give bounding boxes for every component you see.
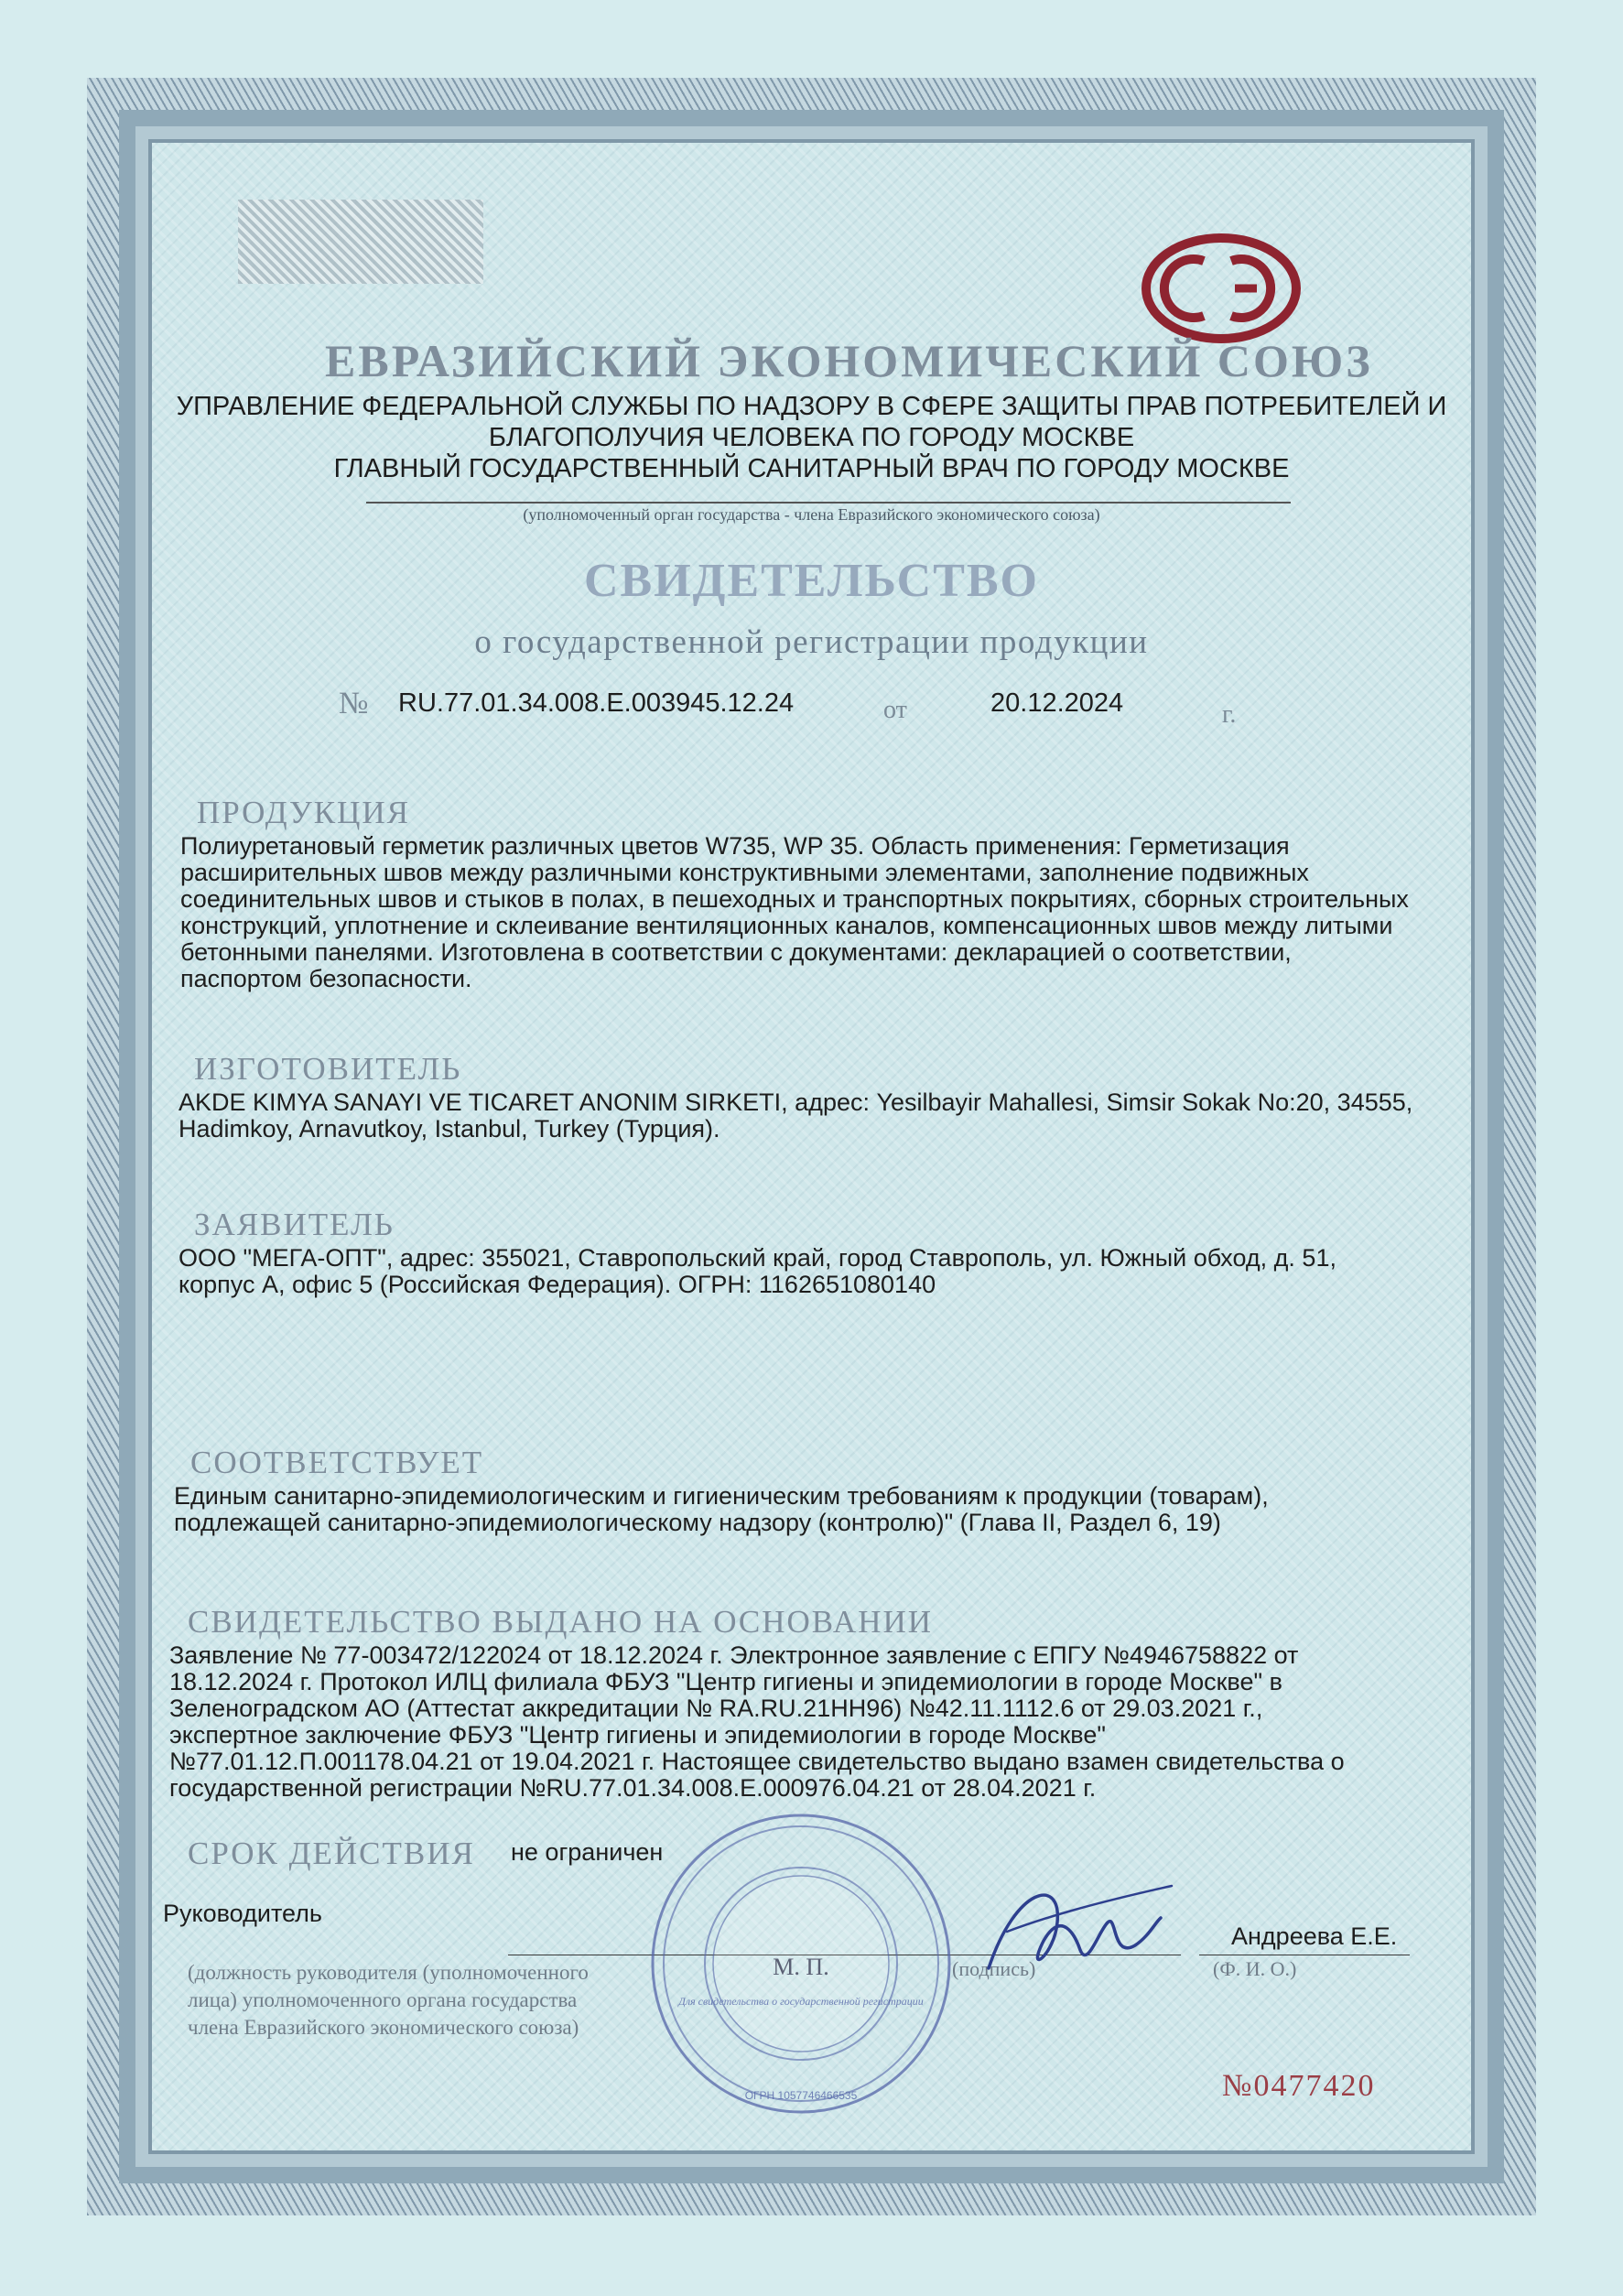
agency-line-3: ГЛАВНЫЙ ГОСУДАРСТВЕННЫЙ САНИТАРНЫЙ ВРАЧ ПО ГОРОДУ МОСКВЕ [333,454,1290,483]
authority-caption: (уполномоченный орган государства - члена Евразийского экономического союза) [523,505,1100,524]
stamp-ogrn: ОГРН 1057746466535 [744,2089,858,2102]
position-caption-1: (должность руководителя (уполномоченного [188,1961,589,1984]
validity-label: СРОК ДЕЙСТВИЯ [188,1836,475,1871]
agency-line-1: УПРАВЛЕНИЕ ФЕДЕРАЛЬНОЙ СЛУЖБЫ ПО НАДЗОРУ В СФЕРЕ ЗАЩИТЫ ПРАВ ПОТРЕБИТЕЛЕЙ И [176,392,1447,421]
manufacturer-label: ИЗГОТОВИТЕЛЬ [194,1051,462,1087]
conforms-label: СООТВЕТСТВУЕТ [190,1445,484,1480]
from-label: от [883,696,907,724]
applicant-text: ООО "МЕГА-ОПТ", адрес: 355021, Ставропольский край, город Ставрополь, ул. Южный обход, д. 51, корпус А, офис 5 (Российская Федерация). ОГРН: 1162651080140 [179,1244,1336,1298]
validity-value: не ограничен [511,1838,664,1866]
official-stamp-icon [645,1808,957,2119]
applicant-label: ЗАЯВИТЕЛЬ [194,1207,395,1242]
stamp-place-label: М. П. [773,1954,829,1980]
ce-logo-icon [1140,233,1303,343]
position-caption-3: члена Евразийского экономического союза) [188,2016,579,2039]
stamp-inner-text: Для свидетельства о государственной регистрации [678,1995,924,2008]
agency-line-2: БЛАГОПОЛУЧИЯ ЧЕЛОВЕКА ПО ГОРОДУ МОСКВЕ [488,423,1135,452]
conforms-text: Единым санитарно-эпидемиологическим и гигиеническим требованиям к продукции (товарам), подлежащей санитарно-эпидемиологическому надзору (контролю)" (Глава II, Раздел 6, 19) [174,1482,1269,1536]
product-text: Полиуретановый герметик различных цветов W735, WP 35. Область применения: Герметизация расширительных швов между различными конструктивными элементами, заполнение подвижных соединительных швов и стыков в полах, в пешеходных и транспортных покрытиях, сборных строительных конструкций, уплотнение и склеивание вентиляционных каналов, компенсационных швов между литыми бетонными панелями. Изготовлена в соответствии с документами: декларацией о соответствии, паспортом безопасности. [180,832,1409,992]
signatory-role: Руководитель [163,1900,322,1927]
serial-number: №0477420 [1222,2069,1376,2103]
manufacturer-text: AKDE KIMYA SANAYI VE TICARET ANONIM SIRKETI, адрес: Yesilbayir Mahallesi, Simsir Sokak No:20, 34555, Hadimkoy, Arnavutkoy, Istanbul, Turkey (Турция). [179,1088,1413,1143]
basis-text: Заявление № 77-003472/122024 от 18.12.2024 г. Электронное заявление с ЕПГУ №4946758822 от 18.12.2024 г. Протокол ИЛЦ филиала ФБУЗ "Центр гигиены и эпидемиологии в городе Москве" в Зеленоградском АО (Аттестат аккредитации № RA.RU.21НН96) №42.11.1112.6 от 29.03.2021 г., экспертное заключение ФБУЗ "Центр гигиены и эпидемиологии в городе Москве" №77.01.12.П.001178.04.21 от 19.04.2021 г. Настоящее свидетельство выдано взамен свидетельства о государственной регистрации №RU.77.01.34.008.Е.000976.04.21 от 28.04.2021 г. [169,1641,1345,1802]
name-caption: (Ф. И. О.) [1213,1957,1297,1980]
header-divider [366,502,1291,504]
basis-label: СВИДЕТЕЛЬСТВО ВЫДАНО НА ОСНОВАНИИ [188,1604,934,1640]
union-title: ЕВРАЗИЙСКИЙ ЭКОНОМИЧЕСКИЙ СОЮЗ [325,335,1373,386]
certificate-number: RU.77.01.34.008.Е.003945.12.24 [398,688,795,718]
position-caption-2: лица) уполномоченного органа государства [188,1988,578,2011]
handwritten-signature-icon [952,1868,1181,1996]
year-label: г. [1222,700,1237,729]
certificate-subtitle: о государственной регистрации продукции [474,623,1149,661]
hologram-sticker [238,200,483,284]
number-label: № [339,687,369,720]
signatory-name: Андреева Е.Е. [1231,1922,1398,1950]
certificate-title: СВИДЕТЕЛЬСТВО [583,555,1040,607]
product-label: ПРОДУКЦИЯ [197,795,411,830]
certificate-date: 20.12.2024 [990,688,1124,718]
signature-caption: (подпись) [952,1957,1036,1980]
